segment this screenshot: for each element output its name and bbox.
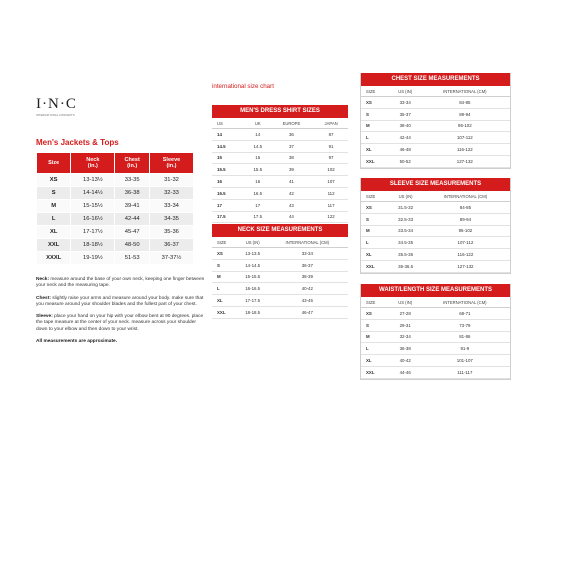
value-cell: 14.5 [247,140,269,152]
value-cell: 17 [247,199,269,211]
column-header: US (IN) [391,86,420,97]
value-cell: 14-14.5 [239,259,267,271]
note-chest: Chest: slightly raise your arms and measure around your body. make sure that you measure around your shoulder blades and the fullest part of your chest. [36,295,204,307]
size-cell: XXL [212,306,239,318]
table-row [212,164,348,176]
note-sleeve: Sleeve: place your hand on your hip with your elbow bent at 90 degrees. place the tape measure at the center of your neck. measure across your shoulder down to your elbow and then down to your wrist. [36,314,204,332]
table-row [37,226,194,239]
waist-size-header-row [361,297,510,308]
column-header: SIZE [361,297,391,308]
table-row [361,155,510,167]
value-cell: 39-41 [115,200,150,213]
dress-shirt-header-row [212,118,348,129]
table-row [212,283,348,295]
value-cell: 16-16.5 [239,283,267,295]
table-row [37,252,194,265]
table-row [361,308,510,320]
value-cell: 35-36 [149,226,193,239]
mens-jackets-header-row [37,153,194,174]
size-cell: L [212,283,239,295]
size-cell: S [361,213,390,225]
table-row [361,120,510,132]
value-cell: 122 [314,211,348,223]
size-cell: M [361,331,391,343]
table-row [37,200,194,213]
value-cell: 127-132 [421,260,510,272]
value-cell: 15.5 [247,164,269,176]
table-row [361,132,510,144]
value-cell: 19-19½ [71,252,115,265]
column-header: SIZE [361,191,390,202]
value-cell: 33-34 [267,248,348,260]
dress-shirt-block [212,105,348,223]
value-cell: 36-38 [115,187,150,200]
table-row [361,144,510,156]
chest-size-title: CHEST SIZE MEASUREMENTS [361,73,510,86]
value-cell: 36-36.5 [390,260,421,272]
table-row [37,239,194,252]
chest-size-block [360,73,511,169]
table-row [212,271,348,283]
dress-shirt-title: MEN'S DRESS SHIRT SIZES [212,105,348,118]
value-cell: 31-32 [149,174,193,187]
chest-size-table [361,86,510,168]
value-cell: 89-94 [421,213,510,225]
value-cell: 38 [269,152,314,164]
value-cell: 33-35 [115,174,150,187]
value-cell: 107 [314,176,348,188]
table-row [361,355,510,367]
value-cell: 39 [269,164,314,176]
table-row [361,108,510,120]
value-cell: 81-86 [420,331,510,343]
chest-size-body [361,97,510,168]
value-cell: 33-34 [391,97,420,109]
measurement-notes [36,277,208,351]
chest-size-header-row [361,86,510,97]
value-cell: 46-47 [267,306,348,318]
value-cell: 17.5 [247,211,269,223]
size-cell: XS [361,308,391,320]
column-header: EUROPE [269,118,314,129]
size-cell: M [361,120,391,132]
size-cell: 16 [212,176,247,188]
sleeve-size-header-row [361,191,510,202]
column-header: JAPAN [314,118,348,129]
value-cell: 50-52 [391,155,420,167]
value-cell: 16 [247,176,269,188]
value-cell: 84-85 [421,202,510,214]
column-header: Sleeve (in.) [149,153,193,174]
value-cell: 14 [247,129,269,141]
value-cell: 35.5-36 [390,249,421,261]
logo-subtitle: INTERNATIONAL CONCEPTS [36,114,75,117]
value-cell: 44 [269,211,314,223]
value-cell: 37-37½ [149,252,193,265]
size-cell: XL [361,355,391,367]
column-header: INTERNATIONAL (CM) [420,297,510,308]
table-row [212,259,348,271]
mens-jackets-body [37,174,194,265]
size-cell: 17 [212,199,247,211]
value-cell: 117 [314,199,348,211]
value-cell: 16-16½ [71,213,115,226]
international-size-chart-title: international size chart [212,83,274,90]
size-cell: S [37,187,71,200]
value-cell: 97 [314,152,348,164]
value-cell: 38-39 [267,271,348,283]
size-cell: XXL [361,260,390,272]
value-cell: 35-37 [391,108,420,120]
size-cell: 16.5 [212,187,247,199]
size-cell: L [361,237,390,249]
table-row [361,319,510,331]
sleeve-size-body [361,202,510,273]
column-header: INTERNATIONAL (CM) [421,191,510,202]
value-cell: 40-42 [267,283,348,295]
neck-size-title: NECK SIZE MEASUREMENTS [212,224,348,237]
size-cell: XL [37,226,71,239]
value-cell: 15 [247,152,269,164]
inc-logo [36,96,77,118]
value-cell: 15-15.5 [239,271,267,283]
table-row [37,174,194,187]
value-cell: 91 [314,140,348,152]
table-row [361,249,510,261]
column-header: Chest (in.) [115,153,150,174]
column-header: US (IN) [390,191,421,202]
value-cell: 32-33 [149,187,193,200]
column-header: US [212,118,247,129]
neck-size-table [212,237,348,319]
size-cell: 15 [212,152,247,164]
size-cell: XL [361,249,390,261]
waist-size-table [361,297,510,379]
size-cell: S [361,319,391,331]
value-cell: 36-37 [267,259,348,271]
size-cell: M [361,225,390,237]
size-cell: 14.5 [212,140,247,152]
waist-size-body [361,308,510,379]
table-row [361,343,510,355]
value-cell: 91-9 [420,343,510,355]
table-row [212,176,348,188]
sleeve-size-table [361,191,510,273]
value-cell: 18-18.5 [239,306,267,318]
table-row [212,129,348,141]
table-row [212,248,348,260]
neck-size-block [212,224,348,319]
value-cell: 45-47 [115,226,150,239]
waist-size-block [360,284,511,380]
size-cell: M [212,271,239,283]
size-cell: XL [212,295,239,307]
dress-shirt-body [212,129,348,223]
value-cell: 101-107 [420,355,510,367]
sleeve-size-title: SLEEVE SIZE MEASUREMENTS [361,178,510,191]
value-cell: 32.5-33 [390,213,421,225]
size-cell: XS [212,248,239,260]
value-cell: 42-44 [115,213,150,226]
value-cell: 42-44 [391,132,420,144]
column-header: US (IN) [391,297,420,308]
value-cell: 32-34 [391,331,420,343]
value-cell: 43 [269,199,314,211]
value-cell: 48-50 [115,239,150,252]
value-cell: 95-102 [420,120,510,132]
size-cell: 17.5 [212,211,247,223]
column-header: SIZE [361,86,391,97]
column-header: SIZE [212,237,239,248]
neck-size-header-row [212,237,348,248]
table-row [212,152,348,164]
size-cell: L [361,132,391,144]
table-row [361,202,510,214]
sleeve-size-block [360,178,511,274]
value-cell: 51-53 [115,252,150,265]
value-cell: 87 [314,129,348,141]
column-header: UK [247,118,269,129]
table-row [361,260,510,272]
value-cell: 31.5-32 [390,202,421,214]
table-row [212,187,348,199]
value-cell: 29-31 [391,319,420,331]
dress-shirt-table [212,118,348,223]
table-row [37,187,194,200]
table-row [361,237,510,249]
column-header: INTERNATIONAL (CM) [267,237,348,248]
value-cell: 36-37 [149,239,193,252]
value-cell: 107-112 [420,132,510,144]
table-row [361,331,510,343]
size-cell: XXXL [37,252,71,265]
value-cell: 37 [269,140,314,152]
value-cell: 89-94 [420,108,510,120]
value-cell: 44-46 [391,366,420,378]
value-cell: 16.5 [247,187,269,199]
table-row [361,366,510,378]
size-cell: XL [361,144,391,156]
value-cell: 38-40 [391,120,420,132]
value-cell: 13-13.5 [239,248,267,260]
value-cell: 95-102 [421,225,510,237]
table-row [361,225,510,237]
value-cell: 112 [314,187,348,199]
size-cell: 15.5 [212,164,247,176]
column-header: US (IN) [239,237,267,248]
size-cell: XS [361,97,391,109]
logo-mark: I·N·C [36,96,77,112]
value-cell: 46-48 [391,144,420,156]
value-cell: 33.5-34 [390,225,421,237]
size-cell: S [212,259,239,271]
value-cell: 36-38 [391,343,420,355]
neck-size-body [212,248,348,319]
value-cell: 43-45 [267,295,348,307]
value-cell: 27-28 [391,308,420,320]
size-cell: XXL [37,239,71,252]
table-row [212,140,348,152]
size-cell: XS [37,174,71,187]
size-cell: 14 [212,129,247,141]
table-row [212,199,348,211]
value-cell: 13-13½ [71,174,115,187]
note-neck: Neck: measure around the base of your own neck, keeping one finger between your neck and the measuring tape. [36,277,205,289]
size-cell: XXL [361,155,391,167]
value-cell: 33-34 [149,200,193,213]
value-cell: 111-117 [420,366,510,378]
size-cell: L [37,213,71,226]
note-approximate: All measurements are approximate. [36,339,118,345]
table-row [212,306,348,318]
mens-jackets-table [36,152,194,265]
value-cell: 42 [269,187,314,199]
value-cell: 116-122 [420,144,510,156]
value-cell: 84-85 [420,97,510,109]
value-cell: 102 [314,164,348,176]
size-cell: XS [361,202,390,214]
value-cell: 40-42 [391,355,420,367]
value-cell: 14-14½ [71,187,115,200]
waist-size-title: WAIST/LENGTH SIZE MEASUREMENTS [361,284,510,297]
size-cell: M [37,200,71,213]
column-header: INTERNATIONAL (CM) [420,86,510,97]
column-header: Neck (in.) [71,153,115,174]
table-row [361,97,510,109]
size-cell: XXL [361,366,391,378]
value-cell: 127-132 [420,155,510,167]
mens-jackets-title: Men's Jackets & Tops [36,138,119,147]
table-row [212,295,348,307]
value-cell: 34-35 [149,213,193,226]
size-cell: L [361,343,391,355]
table-row [212,211,348,223]
value-cell: 15-15½ [71,200,115,213]
value-cell: 68-71 [420,308,510,320]
value-cell: 17-17½ [71,226,115,239]
value-cell: 18-18½ [71,239,115,252]
value-cell: 116-122 [421,249,510,261]
value-cell: 73-79 [420,319,510,331]
value-cell: 41 [269,176,314,188]
value-cell: 17-17.5 [239,295,267,307]
value-cell: 107-112 [421,237,510,249]
table-row [37,213,194,226]
size-cell: S [361,108,391,120]
column-header: Size [37,153,71,174]
value-cell: 36 [269,129,314,141]
value-cell: 34.5-35 [390,237,421,249]
table-row [361,213,510,225]
